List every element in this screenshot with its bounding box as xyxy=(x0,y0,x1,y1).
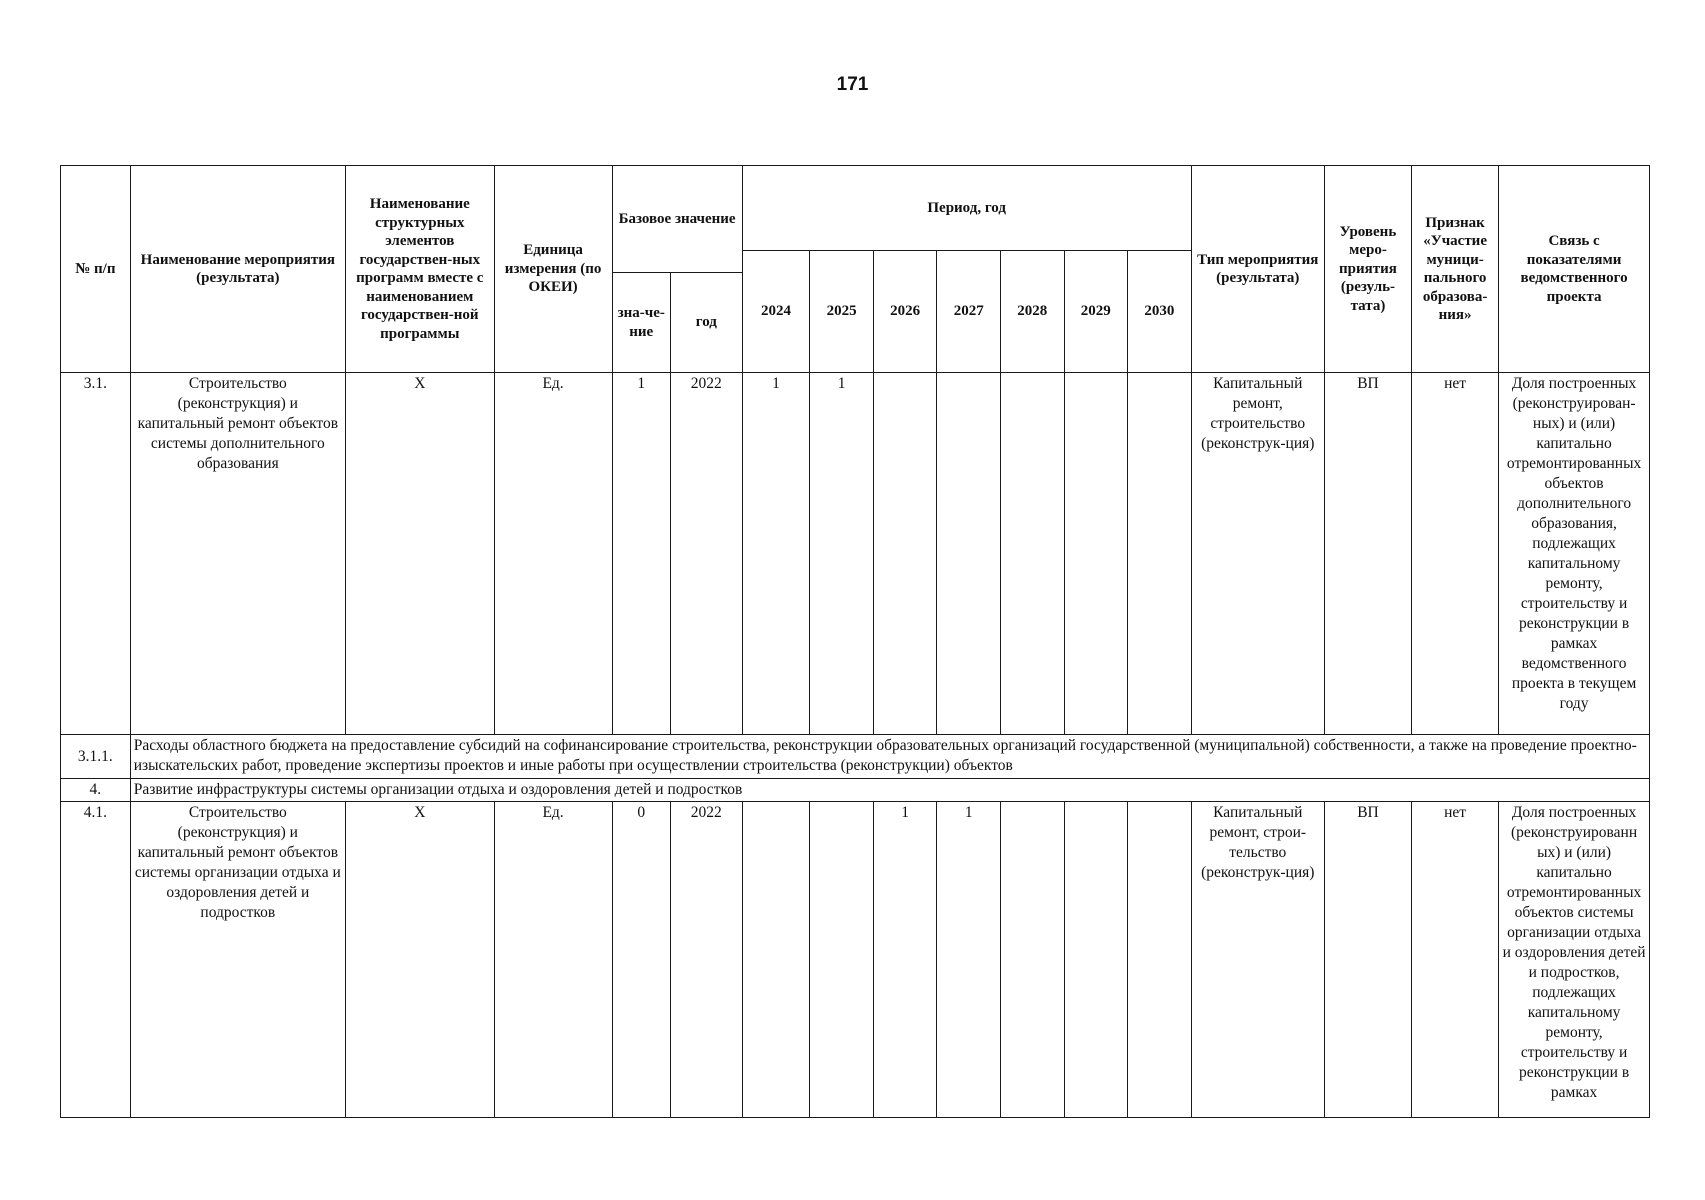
cell-num: 4.1. xyxy=(61,802,131,1118)
header-num: № п/п xyxy=(61,166,131,373)
cell-2028 xyxy=(1000,802,1064,1118)
cell-base-value: 1 xyxy=(612,373,670,735)
cell-2029 xyxy=(1064,802,1128,1118)
header-year-2025: 2025 xyxy=(810,251,874,373)
table-row-3-1 xyxy=(61,373,1650,735)
cell-level: ВП xyxy=(1324,802,1411,1118)
cell-link: Доля построенных (реконструированн ых) и (или) капитально отремонтированных объектов системы организации отдыха и оздоровления детей и подростков, подлежащих капитальному ремонту, строительству и реконструкции в рамках xyxy=(1499,802,1650,1118)
header-base: Базовое значение xyxy=(612,166,742,273)
cell-link: Доля построенных (реконструирован-ных) и (или) капитально отремонтированных объектов дополнительного образования, подлежащих капитальному ремонту, строительству и реконструкции в рамках ведомственного проекта в текущем году xyxy=(1499,373,1650,735)
table-row-3-1-1 xyxy=(61,735,1650,779)
cell-struct: Х xyxy=(345,373,494,735)
header-year-2028: 2028 xyxy=(1000,251,1064,373)
cell-num: 3.1. xyxy=(61,373,131,735)
header-type: Тип мероприятия (результата) xyxy=(1191,166,1324,373)
cell-type: Капитальный ремонт, строи-тельство (реконструк-ция) xyxy=(1191,802,1324,1118)
header-period: Период, год xyxy=(742,166,1191,251)
page-number: 171 xyxy=(836,74,869,95)
cell-unit: Ед. xyxy=(494,802,612,1118)
cell-num: 3.1.1. xyxy=(61,735,131,779)
cell-2027 xyxy=(937,373,1001,735)
cell-2024 xyxy=(742,802,810,1118)
cell-base-value: 0 xyxy=(612,802,670,1118)
cell-level: ВП xyxy=(1324,373,1411,735)
cell-2028 xyxy=(1000,373,1064,735)
header-year-2024: 2024 xyxy=(742,251,810,373)
cell-2029 xyxy=(1064,373,1128,735)
cell-2024: 1 xyxy=(742,373,810,735)
table-row-4-1 xyxy=(61,802,1650,1118)
cell-section-title: Развитие инфраструктуры системы организации отдыха и оздоровления детей и подростков xyxy=(130,779,1649,802)
cell-base-year: 2022 xyxy=(670,373,742,735)
cell-2030 xyxy=(1128,802,1192,1118)
cell-2030 xyxy=(1128,373,1192,735)
cell-unit: Ед. xyxy=(494,373,612,735)
header-base-year: год xyxy=(670,273,742,373)
cell-sign: нет xyxy=(1412,802,1499,1118)
header-link: Связь с показателями ведомственного проекта xyxy=(1499,166,1650,373)
header-year-2029: 2029 xyxy=(1064,251,1128,373)
header-struct: Наименование структурных элементов государствен-ных программ вместе с наименованием государствен-ной программы xyxy=(345,166,494,373)
cell-2025 xyxy=(810,802,874,1118)
cell-type: Капитальный ремонт, строительство (реконструк-ция) xyxy=(1191,373,1324,735)
header-year-2030: 2030 xyxy=(1128,251,1192,373)
events-table xyxy=(60,165,1650,1118)
cell-2026 xyxy=(873,373,937,735)
header-year-2027: 2027 xyxy=(937,251,1001,373)
cell-num: 4. xyxy=(61,779,131,802)
header-name: Наименование мероприятия (результата) xyxy=(130,166,345,373)
header-sign: Признак «Участие муници-пального образова-ния» xyxy=(1412,166,1499,373)
cell-2026: 1 xyxy=(873,802,937,1118)
cell-2025: 1 xyxy=(810,373,874,735)
cell-name: Строительство (реконструкция) и капитальный ремонт объектов системы организации отдыха и оздоровления детей и подростков xyxy=(130,802,345,1118)
header-unit: Единица измерения (по ОКЕИ) xyxy=(494,166,612,373)
cell-name: Строительство (реконструкция) и капитальный ремонт объектов системы дополнительного образования xyxy=(130,373,345,735)
header-level: Уровень меро-приятия (резуль-тата) xyxy=(1324,166,1411,373)
cell-expense-text: Расходы областного бюджета на предоставление субсидий на софинансирование строительства, реконструкции образовательных организаций государственной (муниципальной) собственности, а также на проведение проектно-изыскательских работ, проведение экспертизы проектов и иные работы при осуществлении строительства (реконструкции) объектов xyxy=(130,735,1649,779)
cell-base-year: 2022 xyxy=(670,802,742,1118)
cell-struct: Х xyxy=(345,802,494,1118)
table-row-4 xyxy=(61,779,1650,802)
header-base-value: зна-че-ние xyxy=(612,273,670,373)
header-year-2026: 2026 xyxy=(873,251,937,373)
cell-sign: нет xyxy=(1412,373,1499,735)
cell-2027: 1 xyxy=(937,802,1001,1118)
